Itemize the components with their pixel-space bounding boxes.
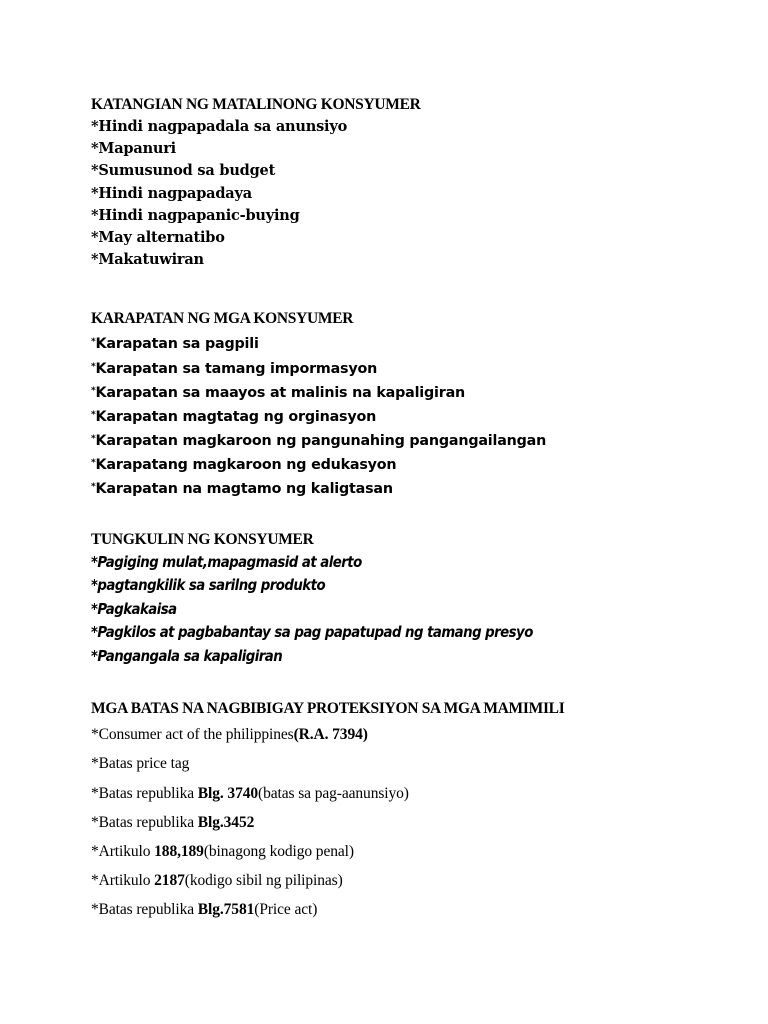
- bullet-mark: *: [91, 458, 96, 469]
- list-item: [91, 451, 731, 475]
- section-batas: [91, 698, 731, 924]
- list-item: *Pagiging mulat,mapagmasid at alerto: [91, 553, 362, 571]
- law-note: (Price act): [254, 901, 318, 919]
- list-item-text: Karapatan sa maayos at malinis na kapaligiran: [95, 384, 465, 401]
- law-note: (batas sa pag-aanunsiyo): [258, 784, 409, 802]
- list-item: *pagtangkilik sa sarilng produkto: [91, 577, 326, 595]
- law-text: *Batas price tag: [91, 755, 190, 773]
- bullet-mark: *: [91, 482, 96, 493]
- list-item-text: Karapatan na magtamo ng kaligtasan: [95, 481, 393, 498]
- list-item: [91, 379, 731, 403]
- law-note: (binagong kodigo penal): [203, 842, 354, 860]
- list-item-text: Karapatang magkaroon ng edukasyon: [95, 457, 397, 474]
- list-item: [91, 895, 731, 924]
- law-note: (kodigo sibil ng pilipinas): [184, 872, 343, 890]
- document-page: [91, 94, 731, 924]
- list-item: [91, 475, 731, 499]
- law-text: *Batas republika: [91, 784, 198, 802]
- law-number: Blg. 3740: [197, 784, 259, 802]
- law-text: *Batas republika: [91, 813, 198, 831]
- list-item: [91, 427, 731, 451]
- law-number: 2187: [154, 872, 185, 890]
- list-item-text: Karapatan magtatag ng orginasyon: [95, 408, 377, 425]
- bullet-mark: *: [91, 337, 96, 348]
- law-number: Blg.7581: [197, 901, 255, 919]
- law-text: *Artikulo: [91, 842, 155, 860]
- rights-list: [91, 330, 731, 499]
- list-item-text: Karapatan sa pagpili: [95, 336, 259, 353]
- bullet-mark: *: [91, 434, 96, 445]
- bullet-mark: *: [91, 409, 96, 420]
- law-text: *Consumer act of the philippines: [91, 726, 294, 744]
- list-item: *Hindi nagpapadaya: [91, 184, 252, 202]
- law-number: 188,189: [154, 842, 204, 860]
- section-heading: MGA BATAS NA NAGBIBIGAY PROTEKSIYON SA MGA MAMIMILI: [91, 700, 565, 718]
- list-item: [91, 355, 731, 379]
- section-heading: TUNGKULIN NG KONSYUMER: [91, 530, 314, 548]
- list-item: *Sumusunod sa budget: [91, 162, 276, 180]
- section-karapatan: [91, 308, 731, 499]
- list-item: *Makatuwiran: [91, 251, 204, 269]
- list-item: *Hindi nagpapanic-buying: [91, 206, 300, 224]
- list-item: *Mapanuri: [91, 140, 176, 158]
- bullet-mark: *: [91, 361, 96, 372]
- section-heading: KATANGIAN NG MATALINONG KONSYUMER: [91, 96, 421, 113]
- list-item: *Pangangala sa kapaligiran: [91, 647, 283, 665]
- law-number: Blg.3452: [197, 813, 255, 831]
- list-item: [91, 720, 731, 749]
- list-item: [91, 808, 731, 837]
- law-number: (R.A. 7394): [293, 726, 368, 744]
- list-item: [91, 403, 731, 427]
- law-text: *Batas republika: [91, 901, 198, 919]
- list-item: *May alternatibo: [91, 228, 225, 246]
- list-item: *Pagkakaisa: [91, 600, 177, 618]
- law-text: *Artikulo: [91, 872, 155, 890]
- section-heading: KARAPATAN NG MGA KONSYUMER: [91, 310, 354, 328]
- section-katangian: [91, 94, 731, 271]
- list-item: [91, 749, 731, 778]
- laws-list: [91, 720, 731, 924]
- list-item-text: Karapatan sa tamang impormasyon: [95, 360, 378, 377]
- list-item: [91, 866, 731, 895]
- list-item: [91, 330, 731, 354]
- list-item: *Pagkilos at pagbabantay sa pag papatupad ng tamang presyo: [91, 624, 533, 642]
- bullet-mark: *: [91, 385, 96, 396]
- trait-list: [91, 116, 731, 271]
- section-tungkulin: [91, 529, 731, 669]
- list-item: *Hindi nagpapadala sa anunsiyo: [91, 118, 348, 135]
- list-item: [91, 837, 731, 866]
- list-item-text: Karapatan magkaroon ng pangunahing pangangailangan: [95, 433, 547, 450]
- duties-list: [91, 551, 731, 669]
- list-item: [91, 779, 731, 808]
